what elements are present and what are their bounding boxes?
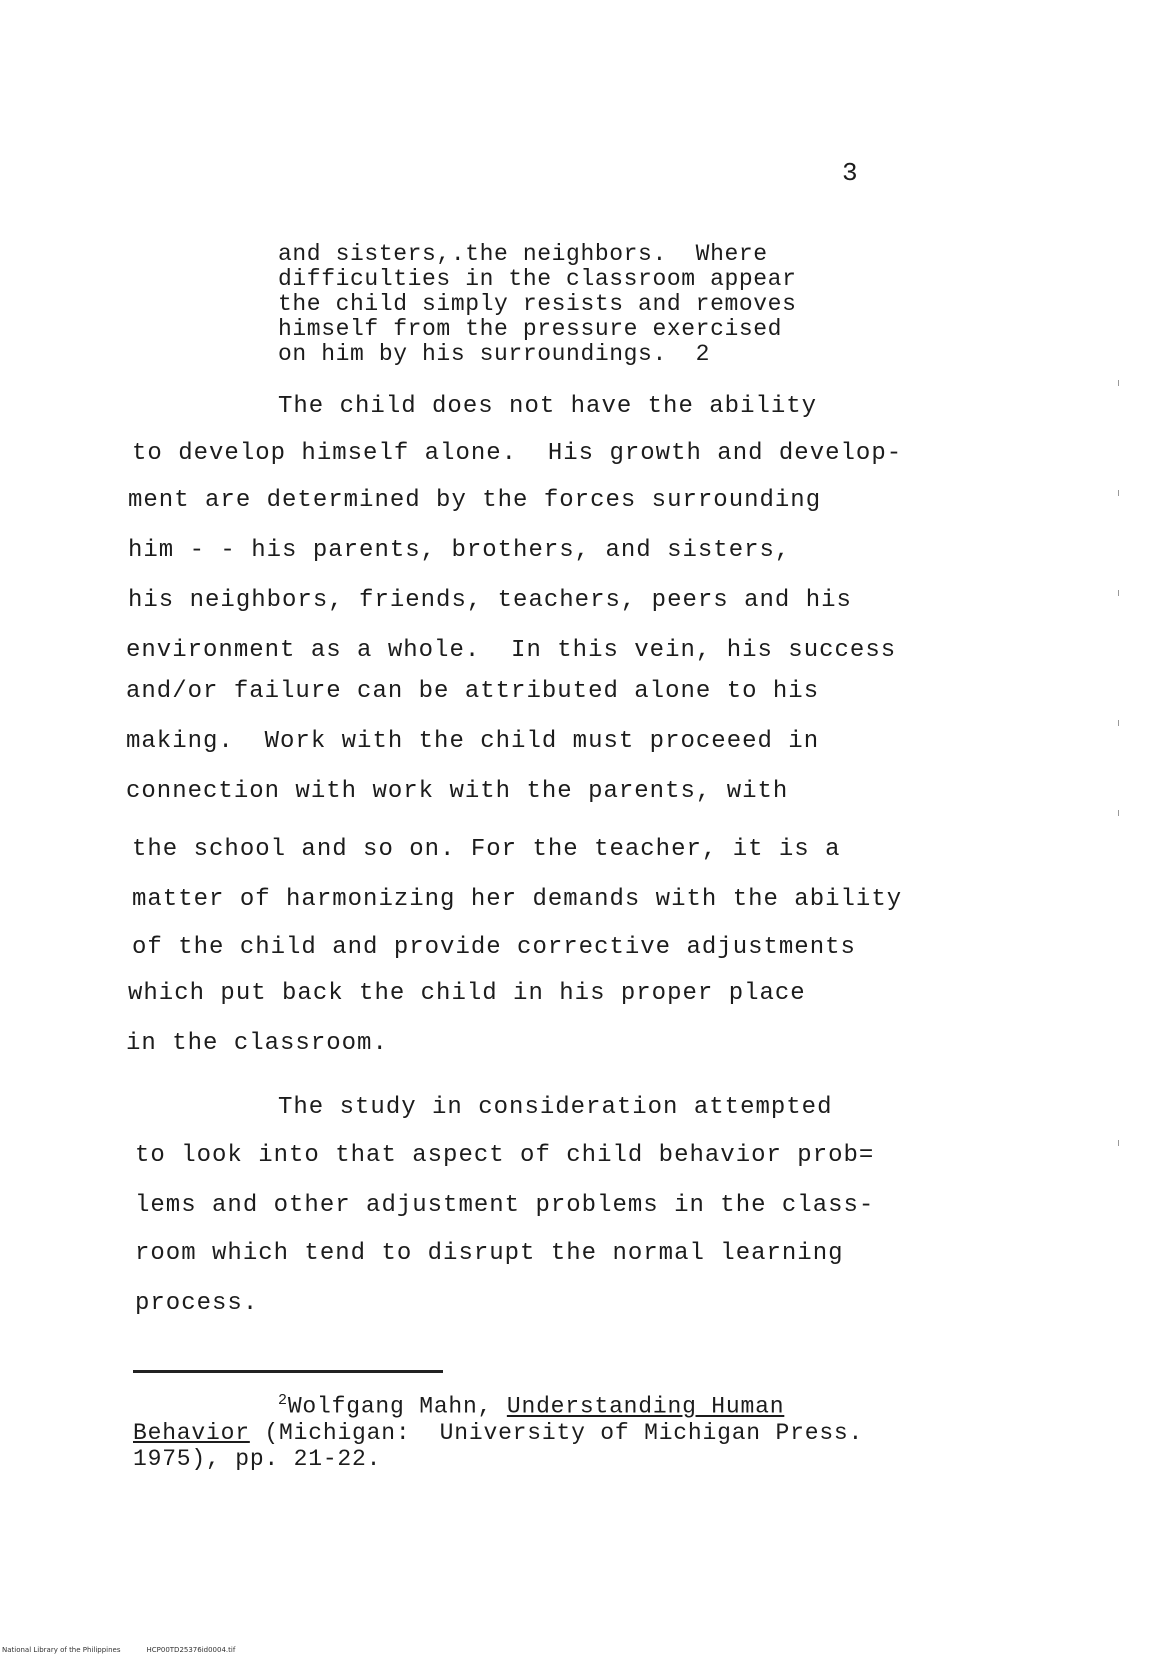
scan-speck xyxy=(1118,380,1119,386)
body-line: which put back the child in his proper place xyxy=(128,980,806,1007)
footnote-marker: 2 xyxy=(278,1392,288,1409)
quote-line: on him by his surroundings. 2 xyxy=(278,341,711,367)
footnote-title: Behavior xyxy=(133,1420,250,1446)
scan-speck xyxy=(1118,720,1119,726)
footnote-line xyxy=(133,1420,863,1446)
body-line: of the child and provide corrective adjustments xyxy=(132,934,856,961)
body-line: making. Work with the child must proceeed in xyxy=(126,728,820,755)
scan-speck xyxy=(1118,490,1119,496)
body-line: environment as a whole. In this vein, his success xyxy=(126,637,897,664)
body-line: room which tend to disrupt the normal learning xyxy=(135,1240,844,1267)
scan-caption xyxy=(2,1646,261,1654)
body-line: The study in consideration attempted xyxy=(278,1094,833,1121)
footnote-rule xyxy=(133,1370,443,1373)
page-number: 3 xyxy=(842,158,858,188)
body-line: the school and so on. For the teacher, it is a xyxy=(132,836,841,863)
footnote-publisher: (Michigan: University of Michigan Press. xyxy=(249,1420,864,1446)
body-line: his neighbors, friends, teachers, peers and his xyxy=(128,587,852,614)
scan-speck xyxy=(1118,810,1119,816)
body-line: lems and other adjustment problems in the class- xyxy=(135,1192,875,1219)
body-line: The child does not have the ability xyxy=(278,393,818,420)
body-line: and/or failure can be attributed alone to his xyxy=(126,678,820,705)
footnote-line: 1975), pp. 21-22. xyxy=(133,1446,382,1472)
body-line: matter of harmonizing her demands with the ability xyxy=(132,886,903,913)
body-line: to develop himself alone. His growth and develop- xyxy=(132,440,903,467)
body-line: in the classroom. xyxy=(126,1030,388,1057)
scan-caption-right: HCP00TD25376id0004.tif xyxy=(146,1646,236,1654)
body-line: ment are determined by the forces surrounding xyxy=(128,487,822,514)
body-line: him - - his parents, brothers, and sisters, xyxy=(128,537,791,564)
scan-speck xyxy=(1118,590,1119,596)
scan-caption-left: National Library of the Philippines xyxy=(2,1646,121,1654)
body-line: connection with work with the parents, with xyxy=(126,778,789,805)
quote-line: the child simply resists and removes xyxy=(278,291,797,317)
quote-line: himself from the pressure exercised xyxy=(278,316,783,342)
body-line: to look into that aspect of child behavior prob= xyxy=(135,1142,875,1169)
body-line: process. xyxy=(135,1290,259,1317)
scan-speck xyxy=(1118,1140,1119,1146)
quote-line: difficulties in the classroom appear xyxy=(278,266,797,292)
footnote-line xyxy=(278,1392,784,1420)
footnote-author: Wolfgang Mahn, xyxy=(287,1393,507,1420)
quote-line: and sisters,.the neighbors. Where xyxy=(278,241,768,267)
footnote-title: Understanding Human xyxy=(506,1393,785,1420)
